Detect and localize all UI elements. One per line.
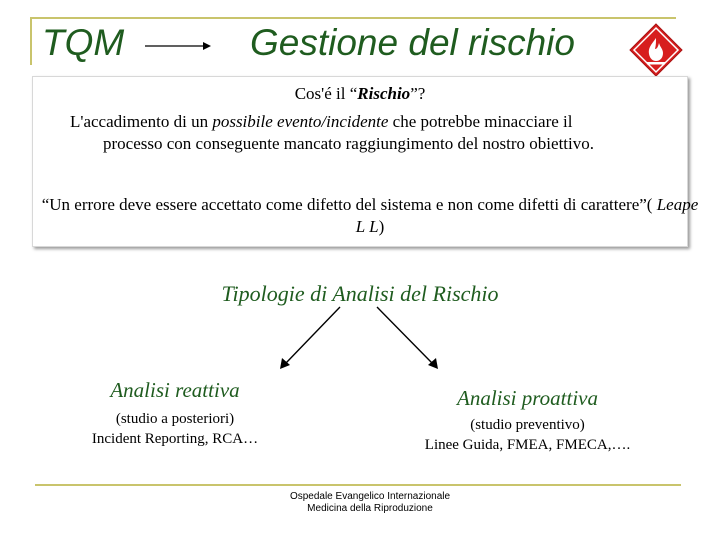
risk-question <box>0 84 720 104</box>
title-rule-top <box>30 17 676 19</box>
title-rule-left <box>30 17 32 65</box>
reactive-analysis <box>60 378 290 449</box>
definition-italic: possibile evento/incidente <box>212 112 389 131</box>
title-tqm: TQM <box>42 22 125 63</box>
footer <box>0 491 720 515</box>
footer-line2: Medicina della Riproduzione <box>307 503 433 514</box>
proactive-analysis <box>395 386 660 455</box>
proactive-examples: Linee Guida, FMEA, FMECA,…. <box>424 437 631 453</box>
flame-hazard-icon <box>622 18 692 82</box>
analysis-heading: Tipologie di Analisi del Rischio <box>221 281 499 306</box>
leape-quote <box>40 194 700 238</box>
reactive-examples: Incident Reporting, RCA… <box>91 431 259 447</box>
title-arrow-icon <box>145 40 211 52</box>
definition-line2: processo con conseguente mancato raggiungimento del nostro obiettivo. <box>103 134 594 153</box>
proactive-subtitle: (studio preventivo) <box>470 417 585 433</box>
reactive-title: Analisi reattiva <box>110 378 240 402</box>
question-suffix: ”? <box>410 84 426 103</box>
quote-close: ) <box>378 217 385 236</box>
arrow-to-reactive <box>286 307 340 363</box>
risk-definition <box>70 111 690 155</box>
definition-line1-end: che potrebbe minacciare il <box>388 112 573 131</box>
question-prefix: Cos'é il “ <box>294 84 358 103</box>
proactive-title: Analisi proattiva <box>457 386 598 410</box>
quote-author: Leape L L <box>355 195 699 236</box>
branch-arrows <box>270 300 450 370</box>
question-term: Rischio <box>357 84 411 103</box>
footer-line1: Ospedale Evangelico Internazionale <box>289 491 451 502</box>
definition-start: L'accadimento di un <box>70 112 213 131</box>
title-risk-management: Gestione del rischio <box>250 22 575 63</box>
arrow-to-proactive <box>377 307 432 363</box>
reactive-subtitle: (studio a posteriori) <box>115 411 235 427</box>
footer-rule <box>35 484 681 486</box>
quote-text: “Un errore deve essere accettato come difetto del sistema e non come difetti di carattere”( <box>41 195 653 214</box>
